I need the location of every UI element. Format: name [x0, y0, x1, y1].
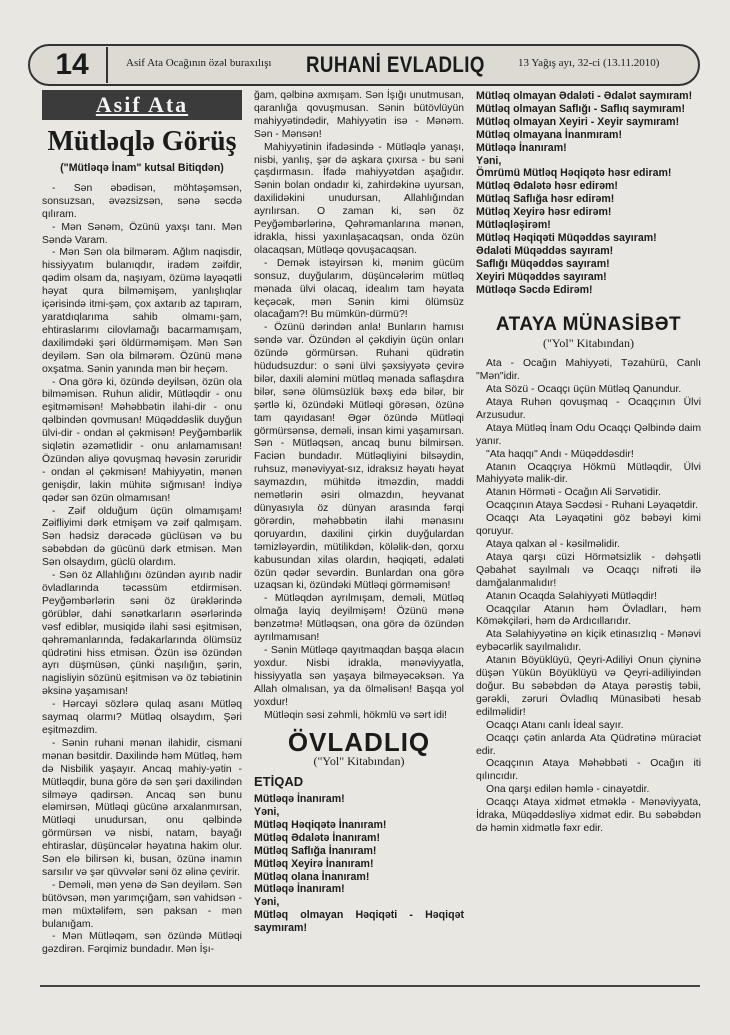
paragraph: Ocaqçının Ataya Məhəbbəti - Ocağın iti qılıncıdır.	[476, 758, 701, 783]
creed-line: Mütləqə İnanıram!	[476, 141, 567, 154]
column-2	[254, 90, 464, 935]
creed-line: Mütləq Həqiqəti Müqəddəs sayıram!	[476, 231, 657, 244]
paragraph: - Demək istəyirsən ki, mənim gücüm sonsuz, duyğularım, düşüncələrim mütləq mənada ülvi olacaq, idealım tam həyata keçəcək, mən Sənin kimi ölümsüz olacağam?! Bu mümkün-dürmü?!	[254, 257, 464, 321]
creed-line: Mütləq olmayan Xeyiri - Xeyir saymıram!	[476, 115, 680, 128]
paragraph: Ataya qalxan əl - kəsilməlidir.	[486, 539, 620, 550]
paragraph: - Mütləqdən ayrılmışam, deməli, Mütləq olmağa layiq deyilmişəm! Özünü mənə bənzətmə! Mütləqsən, ona görə də özündən ayrılmamısan!	[254, 593, 464, 644]
paragraph: Ocaqçı Ata Ləyaqətini göz bəbəyi kimi qoruyur.	[476, 513, 701, 538]
page-header	[28, 44, 700, 86]
creed-line: Ədaləti Müqəddəs sayıram!	[476, 244, 614, 257]
ataya-source: ("Yol" Kitabından)	[543, 336, 634, 351]
paragraph: - Sənin Mütləqə qayıtmaqdan başqa əlacın yoxdur. Nisbi idrakla, mənəviyyatla, hissiyyatla sən yaşaya bilməyəcəksən. Ya Allah olmalısan, ya da ölməlisən! Başqa yol yoxdur!	[254, 644, 464, 708]
paragraph: Mütləqin səsi zəhmli, hökmlü və sərt idi!	[264, 709, 448, 721]
section-title: RUHANİ EVLADLIQ	[306, 52, 485, 77]
paragraph: Ocaqçı Ataya xidmət etməklə - Mənəviyyata, İdraka, Müqəddəsliyə xidmət edir. Bu səbəbdən də həmin xidmətlə fəxr edir.	[476, 797, 701, 834]
column-1	[42, 90, 242, 957]
paragraph: Ona qarşı edilən həmlə - cinayətdir.	[486, 784, 650, 796]
paragraph: Ata Sözü - Ocaqçı üçün Mütləq Qanundur.	[486, 384, 682, 396]
ovladliq-source: ("Yol" Kitabından)	[313, 754, 405, 769]
creed-line: Ömrümü Mütləq Həqiqətə həsr ediram!	[476, 167, 672, 180]
creed-line: Mütləq Xeyirə İnanıram!	[254, 857, 374, 870]
creed-line: Mütləq Xeyirə həsr edirəm!	[476, 206, 612, 219]
creed-line: Mütləq Ədalətə həsr edirəm!	[476, 180, 618, 193]
paragraph: - Ona görə ki, özündə deyilsən, özün ola bilməmisən. Ruhun alidir, Mütləqdir - onu eşitməmisən! Məhəbbətin ilahi-dir - onu qəlbindən qovmusan! Müqəddəslik duyğun ülvi-dir - ondan əl çəkmisən! Peyğəmbərlik siqlətin əzəmətlidir - onu anlamamısan! Özündən aliyə qovuşmaq həvəsin zəruridir - ondan əl çəkmisən! Mahiyyətin, mənən genişdir, lakin mühitə sığmısan! İndiyə qədər sən özün olmamısan!	[42, 376, 242, 504]
paragraph: Ata - Ocağın Mahiyyəti, Təzahürü, Canlı "Mən"idir.	[476, 358, 701, 383]
paragraph: - Hərcayi sözlərə qulaq asanı Mütləq saymaq olarmı? Mütləq olsaydım, Şəri eşitməzdim.	[42, 699, 242, 736]
bottom-rule	[40, 985, 700, 987]
paragraph: Atanın Ocaqçıya Hökmü Mütləqdir, Ülvi Mahiyyətə malik-dir.	[476, 461, 701, 486]
paragraph: Ocaqçının Ataya Səcdəsi - Ruhani Ləyaqətdir.	[486, 500, 698, 512]
paragraph: Atanın Böyüklüyü, Qeyri-Adiliyi Onun çiyninə düşən Yükün Böyüklüyü və Qeyri-adiliyindən doğur. Bu səbəbdən də Ataya pərəstiş təbii, gərəkli, zəruri Övladlıq Münasibəti hesab edilməlidir!	[476, 655, 701, 718]
header-date: 13 Yağış ayı, 32-ci (13.11.2010)	[518, 57, 660, 69]
creed-line: Mütləqə İnanıram!	[254, 883, 345, 896]
paragraph: - Deməli, mən yenə də Sən deyiləm. Sən bütövsən, mən yarımçığam, sən vahidsən - mən müxtəlifəm, sən paksan - mən bulanığam.	[42, 879, 242, 930]
paragraph: - Mən Mütləqəm, sən özündə Mütləqi gəzdirən. Fərqimiz bundadır. Mən İşı-	[42, 931, 242, 956]
header-edition-label: Asif Ata Ocağının özəl buraxılışı	[126, 57, 272, 69]
creed-line: Mütləq olmayan Həqiqəti - Həqiqət saymıram!	[254, 909, 464, 935]
paragraph: Ata Səlahiyyətinə ən kiçik etinasızlıq - Mənəvi eybəcərlik sayılmalıdır.	[476, 629, 701, 654]
creed-line: Mütləqləşirəm!	[476, 219, 551, 232]
creed-line: Mütləq olmayan Saflığı - Saflıq saymıram!	[476, 102, 685, 115]
paragraph: "Ata haqqı" Andı - Müqəddəsdir!	[486, 448, 634, 460]
paragraph: ğam, qəlbinə axmışam. Sən İşığı unutmusan, qaranlığa qovuşmusan. Sənin bütövlüyün mahiyyətindədir, Mahiyyətin isə - Mənəm. Sən - Mənsən!	[254, 90, 464, 140]
creed-line: Mütləq Saflığa İnanıram!	[254, 844, 377, 857]
creed-line: Yəni,	[254, 896, 280, 909]
paragraph: Ocaqçılar Atanın həm Övladları, həm Köməkçiləri, həm də Ardıcıllarıdır.	[476, 603, 701, 628]
column-3	[476, 90, 701, 836]
paragraph: - Zəif olduğum üçün olmamışam! Zəifliyimi dərk etmişəm və zəif qalmışam. Sən hədsiz dərəcədə güclüsən və bu səbəbdən də gücünü dərk etmisən. Mən Sən olsaydım, güclü olardım.	[42, 505, 242, 569]
paragraph: - Mən Sən ola bilmərəm. Ağlım naqisdir, hissiyyatım bulanıqdır, iradəm zəifdir, qədim olsam da, naşıyam, özümə layəqətli həyat qura bilməmişəm, yanlışlıqlar içərisində itmi-şəm, çox axtarıb az tapıram, yaratdıqlarıma sahib olmamı-şam, ehtiraslarımı cilovlamağı bacarmamışam, daxilimdəki şəri öldürməmişəm. Mən Sən deyiləm. Sən ola bilmərəm. Özünü mənə oxşatma. Sənin yanında mən bir heçəm.	[42, 247, 242, 375]
paragraph: - Mən Sənəm, Özünü yaxşı tanı. Mən Səndə Varam.	[42, 221, 242, 246]
creed-line: Mütləq Ədalətə İnanıram!	[254, 831, 381, 844]
paragraph: Atanın Hörməti - Ocağın Ali Sərvətidir.	[486, 487, 661, 499]
author-banner: Asif Ata	[42, 90, 242, 120]
paragraph: Atanın Ocaqda Səlahiyyəti Mütləqdir!	[486, 590, 657, 602]
paragraph: Ataya Ruhən qovuşmaq - Ocaqçının Ülvi Arzusudur.	[476, 397, 701, 421]
creed-line: Yəni,	[254, 806, 280, 819]
creed-line: Yəni,	[476, 154, 502, 167]
ovladliq-title: ÖVLADLIQ	[287, 727, 431, 758]
creed-line: Mütləq olana İnanıram!	[254, 870, 370, 883]
creed-line: Mütləq olmayana İnanmıram!	[476, 128, 622, 141]
article-title: Mütləqlə Görüş	[47, 126, 237, 157]
paragraph: Ataya Mütləq İnam Odu Ocaqçı Qəlbində daim yanır.	[476, 422, 701, 447]
article-source: ("Mütləqə İnam" kutsal Bitiqdən)	[60, 162, 224, 174]
page-number: 14	[38, 47, 108, 83]
creed-line: Mütləqə İnanıram!	[254, 793, 345, 806]
creed-line: Mütləq olmayan Ədaləti - Ədalət saymıram!	[476, 90, 693, 102]
creed-line: Mütləq Həqiqətə İnanıram!	[254, 818, 387, 831]
paragraph: - Sən əbədisən, möhtəşəmsən, sonsuzsan, əvəzsizsən, sənə səcdə qılıram.	[42, 182, 242, 220]
creed-line: Xeyiri Müqəddəs sayıram!	[476, 270, 607, 283]
paragraph: Ocaqçı çətin anlarda Ata Qüdrətinə müraciət edir.	[476, 732, 701, 757]
ataya-title: ATAYA MÜNASİBƏT	[495, 313, 682, 335]
paragraph: Ocaqçı Atanı canlı İdeal sayır.	[486, 719, 624, 731]
creed-line: Saflığı Müqəddəs sayıram!	[476, 257, 610, 270]
paragraph: Ataya qarşı cüzi Hörmətsizlik - dəhşətli Qəbahət sayılmalı və Ocaqçı nifrəti ilə damğalanmalıdır!	[476, 551, 701, 589]
paragraph: - Özünü dərindən anla! Bunların hamısı səndə var. Özündən əl çəkdiyin üçün onları özündə görmürsən. Ruhani qüdrətin hüdudsuzdur: o səni ülvi şəxsiyyətə çevirə bilər, daxili aləmini mütləq mənada saflaşdıra bilər, sənə ölümsüzlük bəxş edə bilər, bir şərtlə ki, özündəki Mütləqi görəsən, özünə tam qayıdasan! Əgər özündə Mütləqi görmürsənsə, deməli, insan kimi yaşamırsan. Sən - Mütləqsən, ancaq bunu bilmirsən. Faciən bundadır. Mütləqliyini bilsəydin, ruhsuz, mənəviyyat-sız, idraksız həyatı həyat saymazdın, mühitdə itməzdin, maddi nemətlərin əsiri olmazdın, heyvanat dünyasıyla öz dünyan arasında fərqi görərdin, məhəbbətin ilahi mənasını qoruyardın, daxilini çirkin duyğulardan təmizləyərdin, mütilikdən, köləlik-dən, qorxu kabusundan xilas olardın, həqiqəti, ədaləti özün qədər sevərdin. Bunlardan ona görə uzaqsan ki, özündəki Mütləqi görməmisən!	[254, 322, 464, 592]
paragraph: - Sənin ruhani mənan ilahidir, cismani mənan bəsitdir. Daxilində həm Mütləq, həm də Nisbilik yaşayır. Ancaq mahiy-yətin - Mütləqdir, buna görə də sən şəri daxilindən silməyə qadirsən. Ancaq sən bunu eləmirsən, Mütləqi gücünə arxalanmırsan, Mütləqi unudursan, onu qəlbində görmürsən və nisbi, natam, bayağı ehtiraslar, düşüncələr həyatına hakim olur. Sən elə bilirsən ki, busan, özünə inamın sarsılır və şər qüvvələr səni öz əlinə çevirir.	[42, 737, 242, 878]
creed-line: Mütləqə Səcdə Edirəm!	[476, 283, 593, 296]
paragraph: Mahiyyətinin ifadəsində - Mütləqlə yanaşı, nisbi, yanlış, şər də aşkara çıxırsa - bu səni çaşdırmasın. İfadə mahiyyətdən aşağıdır. Sənin bolan ondadır ki, zahirdəkinə uyursan, daxilidəkini unudursan, Allahlığından ayrılırsan. O zaman ki, sən öz Peyğəmbərlərinə, Qəhrəmanlarına mənən, idrakla, hissi yaxınlaşacaqsan, onda özün olacaqsan, Mütləqə qovuşacaqsan.	[254, 141, 464, 256]
paragraph: - Sən öz Allahlığını özündən ayırıb nadir övladlarında təcəssüm etdirmisən. Peyğəmbərlərin səni öz ürəklərində görüblər, dahi sənətkarların əsərlərində vəsf ediblər, musiqidə ilahi səsi eşitmisən, qəhrəmanlarında, fədakarlarında ölümsüz qüdrətini hiss etmisən. Özün isə özündən ayrı düşmüsən, çünki naşılığın, şərin, nagisliyin sözünü eşitmisən və öz təbiətinin əksinə yaşamısan!	[42, 570, 242, 698]
creed-line: Mütləq Saflığa həsr edirəm!	[476, 193, 615, 206]
etiqad-heading: ETİQAD	[254, 774, 304, 790]
